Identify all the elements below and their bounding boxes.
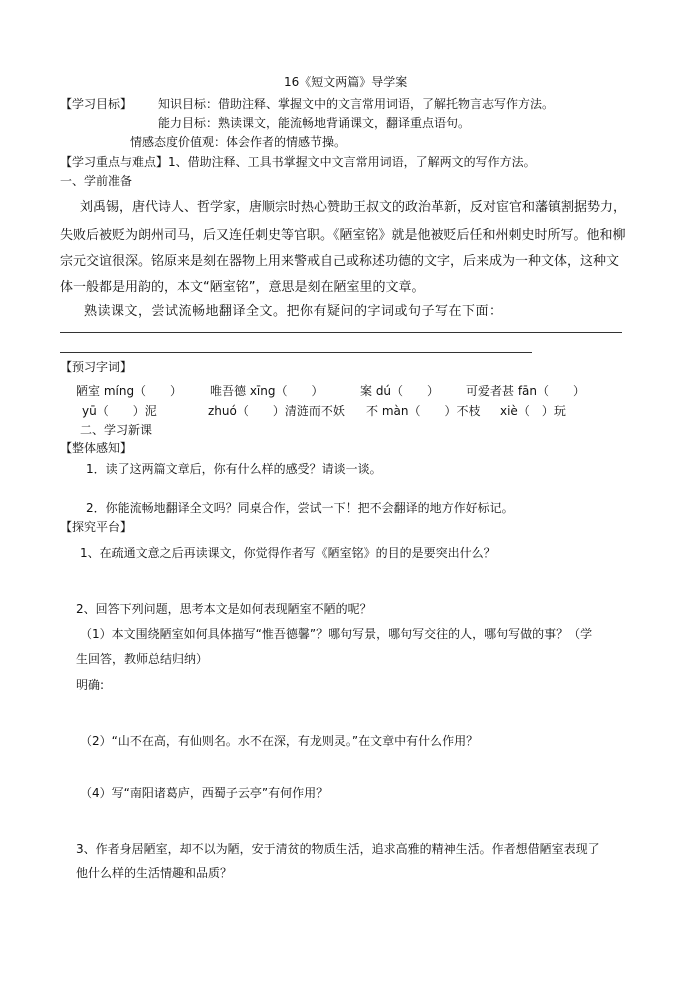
intro-line: 刘禹锡，唐代诗人、哲学家，唐顺宗时热心赞助王叔文的政治革新，反对宦官和藩镇割据势力， (80, 200, 627, 215)
explore-question-2: 2、回答下列问题，思考本文是如何表现陋室不陋的呢？ (76, 602, 372, 616)
preview-word: 可爱者甚 fān（ ） (466, 384, 585, 398)
ability-objective: 能力目标：熟读课文，能流畅地背诵课文，翻译重点语句。 (158, 116, 471, 130)
preview-word: 案 dú（ ） (360, 384, 440, 398)
emotion-objective: 情感态度价值观：体会作者的情感节操。 (130, 135, 347, 149)
section-prep: 一、学前准备 (60, 174, 133, 188)
knowledge-objective: 知识目标：借助注释、掌握文中的文言常用词语，了解托物言志写作方法。 (158, 97, 555, 111)
answer-line (60, 332, 622, 333)
key-points: 【学习重点与难点】1、借助注释、工具书掌握文中文言常用词语，了解两文的写作方法。 (60, 155, 536, 169)
preview-word: yū（ ）泥 (82, 404, 157, 418)
explore-question-2-1-cont: 生回答，教师总结归纳） (76, 652, 209, 666)
preview-label: 【预习字词】 (60, 360, 133, 374)
intro-line: 宗元交谊很深。铭原来是刻在器物上用来警戒自己或称述功德的文字，后来成为一种文体，这种文 (60, 254, 620, 269)
preview-word: xiè（ ）玩 (500, 404, 566, 418)
page-title: 16《短文两篇》导学案 (284, 75, 408, 89)
section-new-lesson: 二、学习新课 (80, 423, 153, 437)
preview-word: 不 màn（ ）不枝 (366, 404, 481, 418)
explore-question-1: 1、在疏通文意之后再读课文，你觉得作者写《陋室铭》的目的是要突出什么？ (80, 546, 496, 560)
preview-word: 陋室 míng（ ） (76, 384, 183, 398)
explore-question-2-2: （2）“山不在高，有仙则名。水不在深，有龙则灵。”在文章中有什么作用？ (80, 734, 479, 748)
explore-question-3-cont: 他什么样的生活情趣和品质？ (76, 866, 233, 880)
overall-question-2: 2．你能流畅地翻译全文吗？同桌合作，尝试一下！把不会翻译的地方作好标记。 (86, 501, 514, 515)
explore-question-2-4: （4）写“南阳诸葛庐，西蜀子云亭”有何作用？ (80, 786, 329, 800)
preview-word: zhuó（ ）清涟而不妖 (208, 404, 345, 418)
overall-question-1: 1．读了这两篇文章后，你有什么样的感受？请谈一谈。 (86, 462, 382, 476)
translation-instruction: 熟读课文，尝试流畅地翻译全文。把你有疑问的字词或句子写在下面： (84, 304, 503, 319)
explore-question-3: 3、作者身居陋室，却不以为陋，安于清贫的物质生活，追求高雅的精神生活。作者想借陋室表现了 (76, 842, 600, 856)
explore-label: 【探究平台】 (60, 520, 133, 534)
overall-label: 【整体感知】 (60, 441, 133, 455)
answer-line (60, 352, 532, 353)
objectives-label: 【学习目标】 (60, 97, 133, 111)
explore-question-2-1: （1）本文围绕陋室如何具体描写“惟吾德馨”？哪句写景，哪句写交往的人，哪句写做的事？（学 (80, 627, 593, 641)
intro-line: 体一般都是用韵的，本文“陋室铭”，意思是刻在陋室里的文章。 (60, 280, 425, 295)
answer-label: 明确: (76, 678, 105, 692)
intro-line: 失败后被贬为朗州司马，后又连任刺史等官职。《陋室铭》就是他被贬后任和州刺史时所写。他和柳 (60, 228, 626, 243)
preview-word: 唯吾德 xīng（ ） (210, 384, 324, 398)
